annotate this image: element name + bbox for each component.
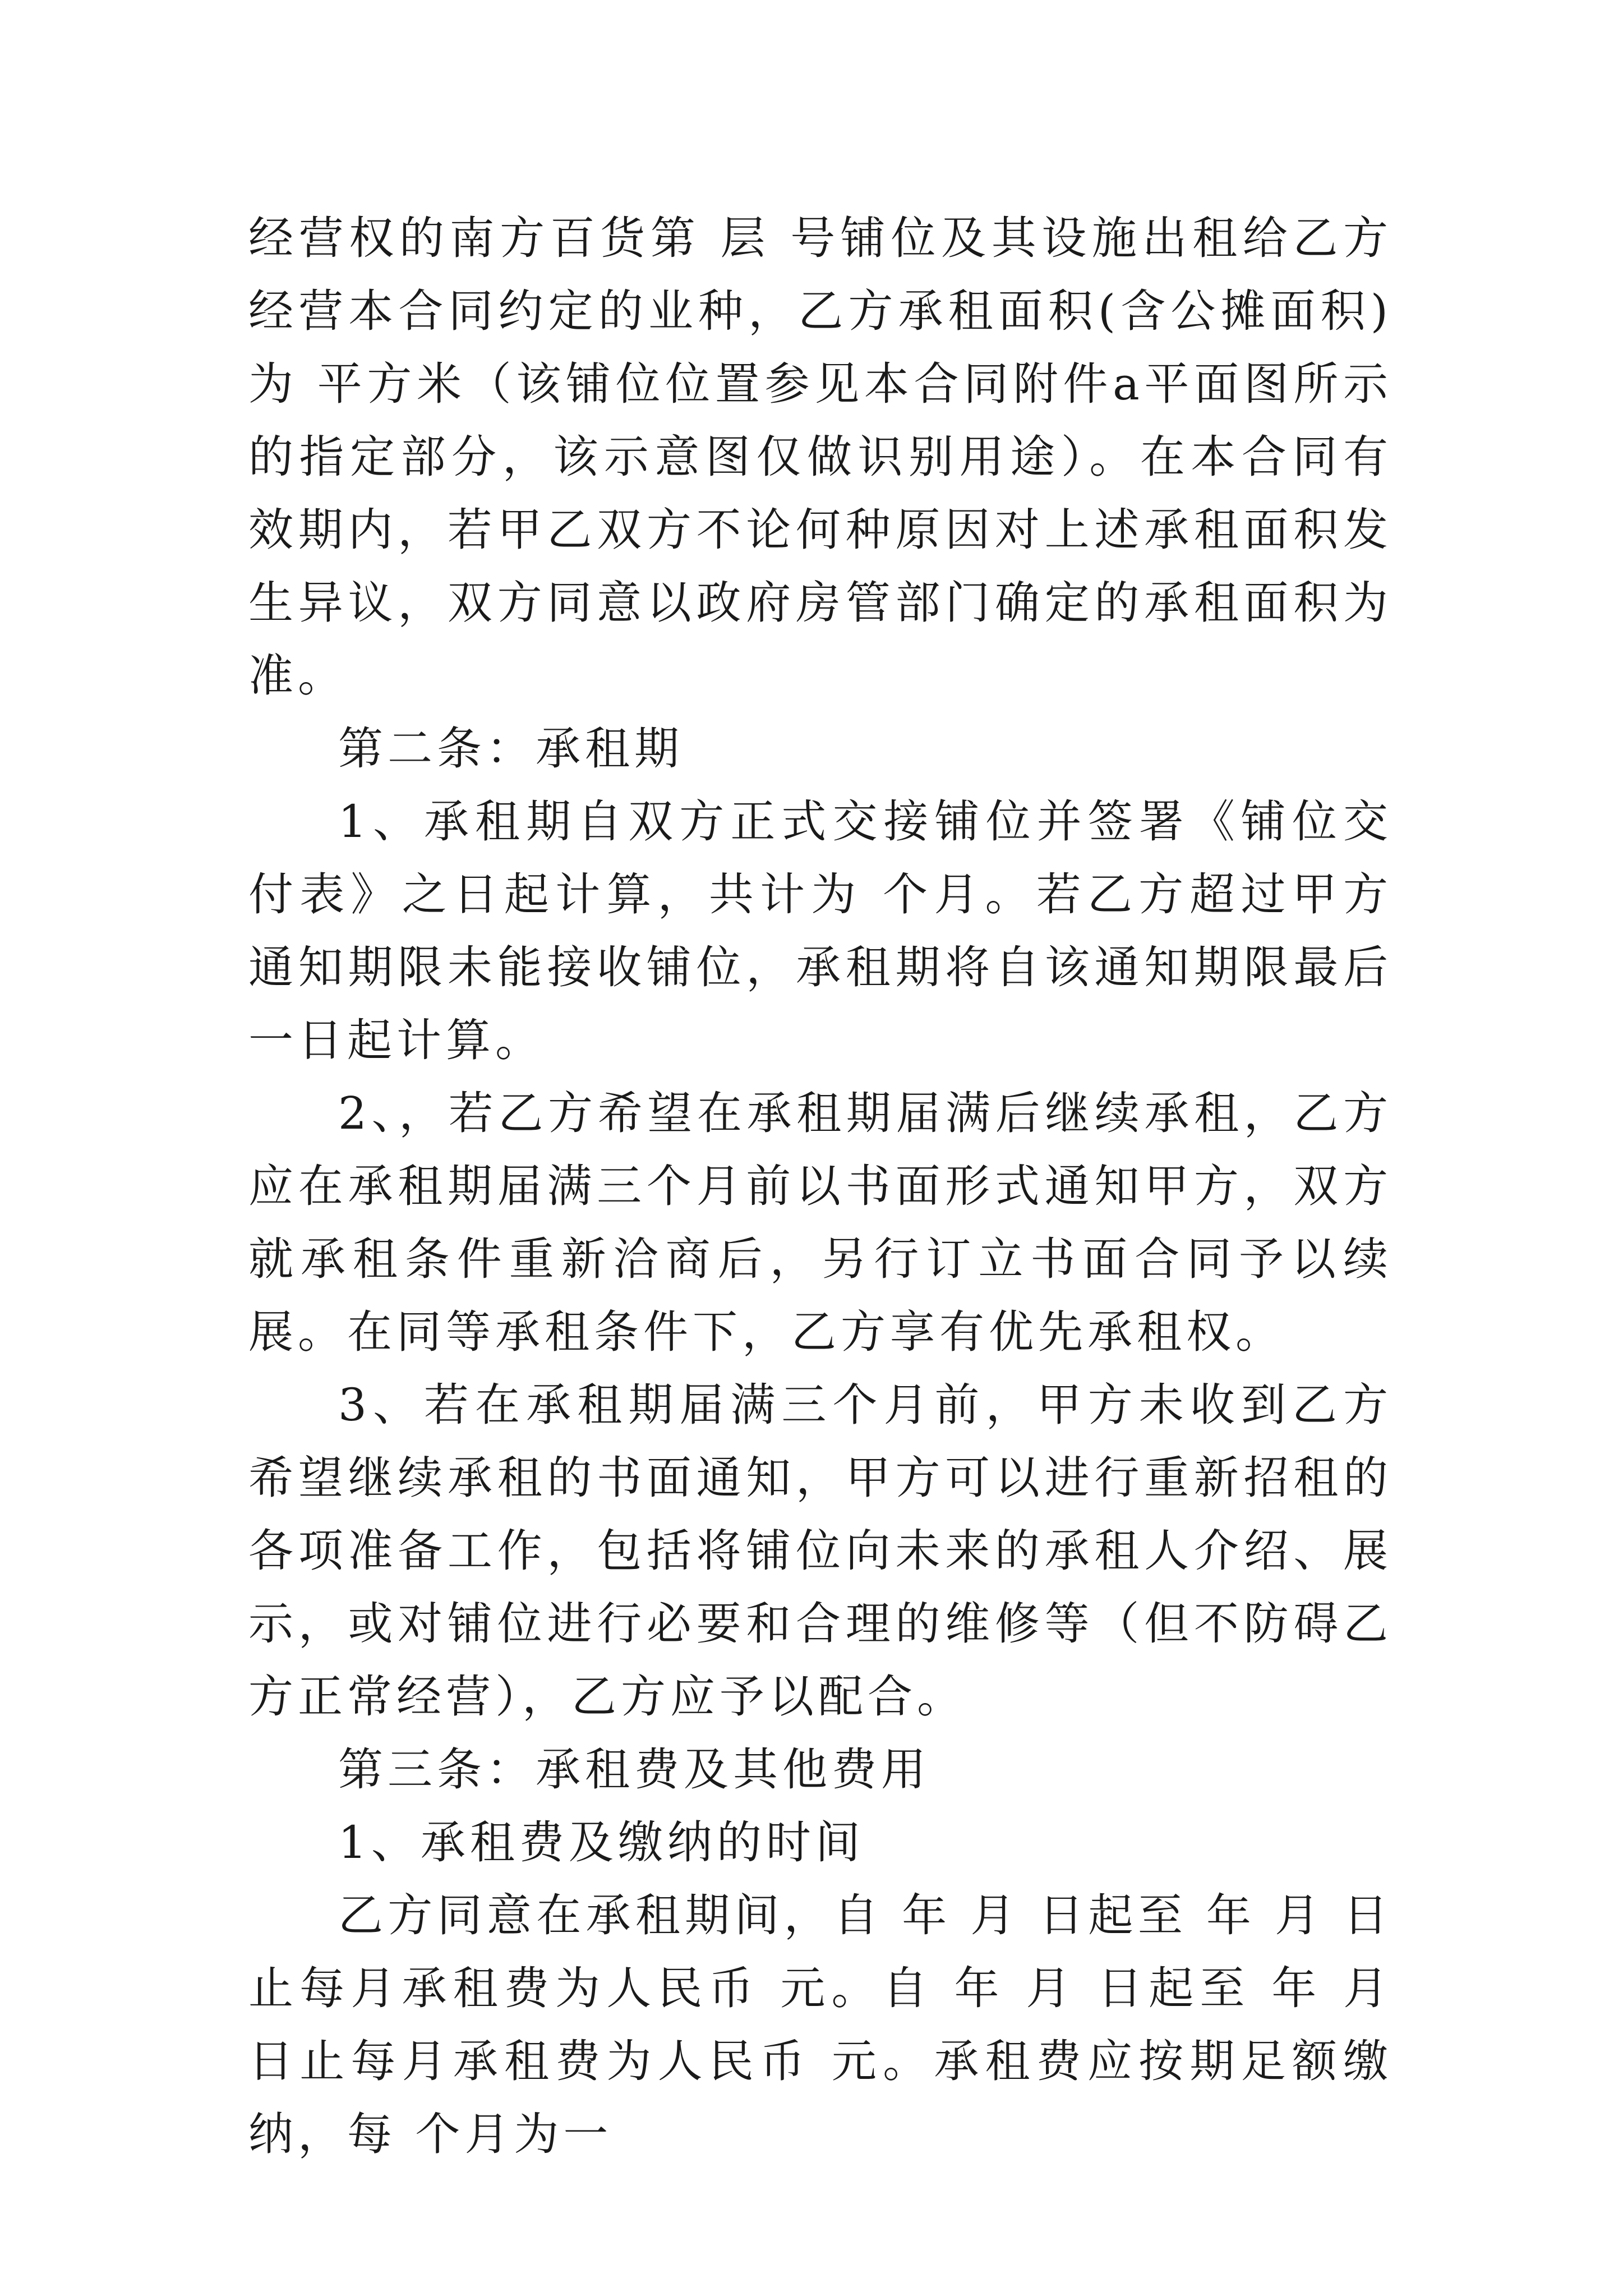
paragraph-premises: 经营权的南方百货第 层 号铺位及其设施出租给乙方经营本合同约定的业种，乙方承租面积(含公摊面积)为 平方米（该铺位位置参见本合同附件a平面图所示的指定部分，该示意图仅做识别用途）。在本合同有效期内，若甲乙双方不论何种原因对上述承租面积发生异议，双方同意以政府房管部门确定的承租面积为准。 xyxy=(248,212,1393,702)
contract-body xyxy=(248,202,1393,2171)
heading-article-3: 第三条：承租费及其他费用 xyxy=(338,1743,930,1796)
paragraph-rent-title: 1、承租费及缴纳的时间 xyxy=(338,1816,865,1869)
paragraph-term-1: 1、承租期自双方正式交接铺位并签署《铺位交付表》之日起计算，共计为 个月。若乙方超过甲方通知期限未能接收铺位，承租期将自该通知期限最后一日起计算。 xyxy=(248,795,1393,1066)
paragraph-rent-terms: 乙方同意在承租期间，自 年 月 日起至 年 月 日止每月承租费为人民币 元。自 年 月 日起至 年 月 日止每月承租费为人民币 元。承租费应按期足额缴纳，每 个月为一 xyxy=(248,1889,1393,2160)
paragraph-term-3: 3、若在承租期届满三个月前，甲方未收到乙方希望继续承租的书面通知，甲方可以进行重新招租的各项准备工作，包括将铺位向未来的承租人介绍、展示，或对铺位进行必要和合理的维修等（但不防碍乙方正常经营），乙方应予以配合。 xyxy=(248,1379,1393,1723)
paragraph-term-2: 2、，若乙方希望在承租期届满后继续承租，乙方应在承租期届满三个月前以书面形式通知甲方，双方就承租条件重新洽商后，另行订立书面合同予以续展。在同等承租条件下，乙方享有优先承租权。 xyxy=(248,1087,1393,1358)
heading-article-2: 第二条：承租期 xyxy=(338,723,684,775)
